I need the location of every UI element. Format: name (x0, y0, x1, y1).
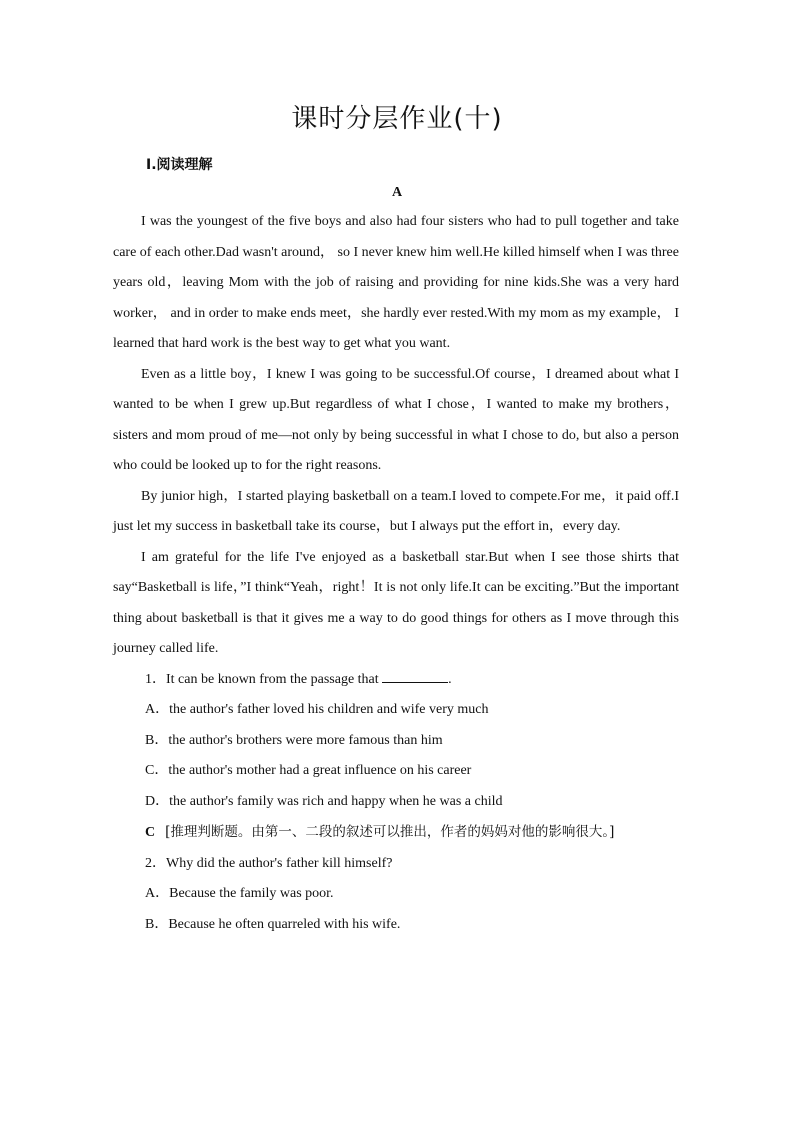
question-1-option-d: D．the author's family was rich and happy when he was a child (145, 793, 503, 809)
paragraph-1: I was the youngest of the five boys and also had four sisters who had to pull together and take care of each other.Dad wasn't around， so I never knew him well.He killed himself when I was three years old，leaving Mom with the job of raising and providing for nine kids.She was a very hard worker， and in order to make ends meet，she hardly ever rested.With my mom as my example， I learned that hard work is the best way to get what you want. (113, 214, 679, 351)
answer-blank (382, 668, 448, 683)
passage-label: A (391, 185, 403, 200)
paragraph-3: By junior high，I started playing basketball on a team.I loved to compete.For me，it paid off.I just let my success in basketball take its course，but I always put the effort in，every day. (113, 488, 679, 534)
passage-body (113, 207, 679, 940)
paragraph-2: Even as a little boy，I knew I was going to be successful.Of course，I dreamed about what I wanted to be when I grew up.But regardless of what I chose，I wanted to make my brothers， sisters and mom proud of me—not only by being successful in what I chose to do, but also a person who could be looked up to for the right reasons. (113, 366, 679, 473)
question-1-answer (113, 817, 679, 849)
question-1-option-b: B．the author's brothers were more famous than him (145, 732, 443, 748)
answer-letter: C (145, 825, 156, 840)
question-2-option-a: A．Because the family was poor. (145, 886, 334, 901)
question-1-option-a: A．the author's father loved his children and wife very much (145, 702, 489, 717)
question-2-option-b: B．Because he often quarreled with his wife. (145, 916, 401, 932)
answer-explanation: [推理判断题。由第一、二段的叙述可以推出，作者的妈妈对他的影响很大。] (165, 824, 615, 840)
question-1-stem-end: . (448, 671, 452, 687)
paragraph-4: I am grateful for the life I've enjoyed as a basketball star.But when I see those shirts that say“Basketball is life，”I think“Yeah，right！It is not only life.It can be exciting.”But the important thing about basketball is that it gives me a way to do good things for others as I move through this journey called life. (113, 549, 679, 656)
page-title: 课时分层作业(十) (291, 104, 503, 134)
question-1-stem-text: 1．It can be known from the passage that (145, 671, 379, 687)
question-1-stem (113, 665, 679, 696)
section-heading: Ⅰ.阅读理解 (146, 157, 213, 173)
question-1-option-c: C．the author's mother had a great influence on his career (145, 763, 472, 778)
question-2-stem: 2．Why did the author's father kill himself? (145, 855, 393, 871)
